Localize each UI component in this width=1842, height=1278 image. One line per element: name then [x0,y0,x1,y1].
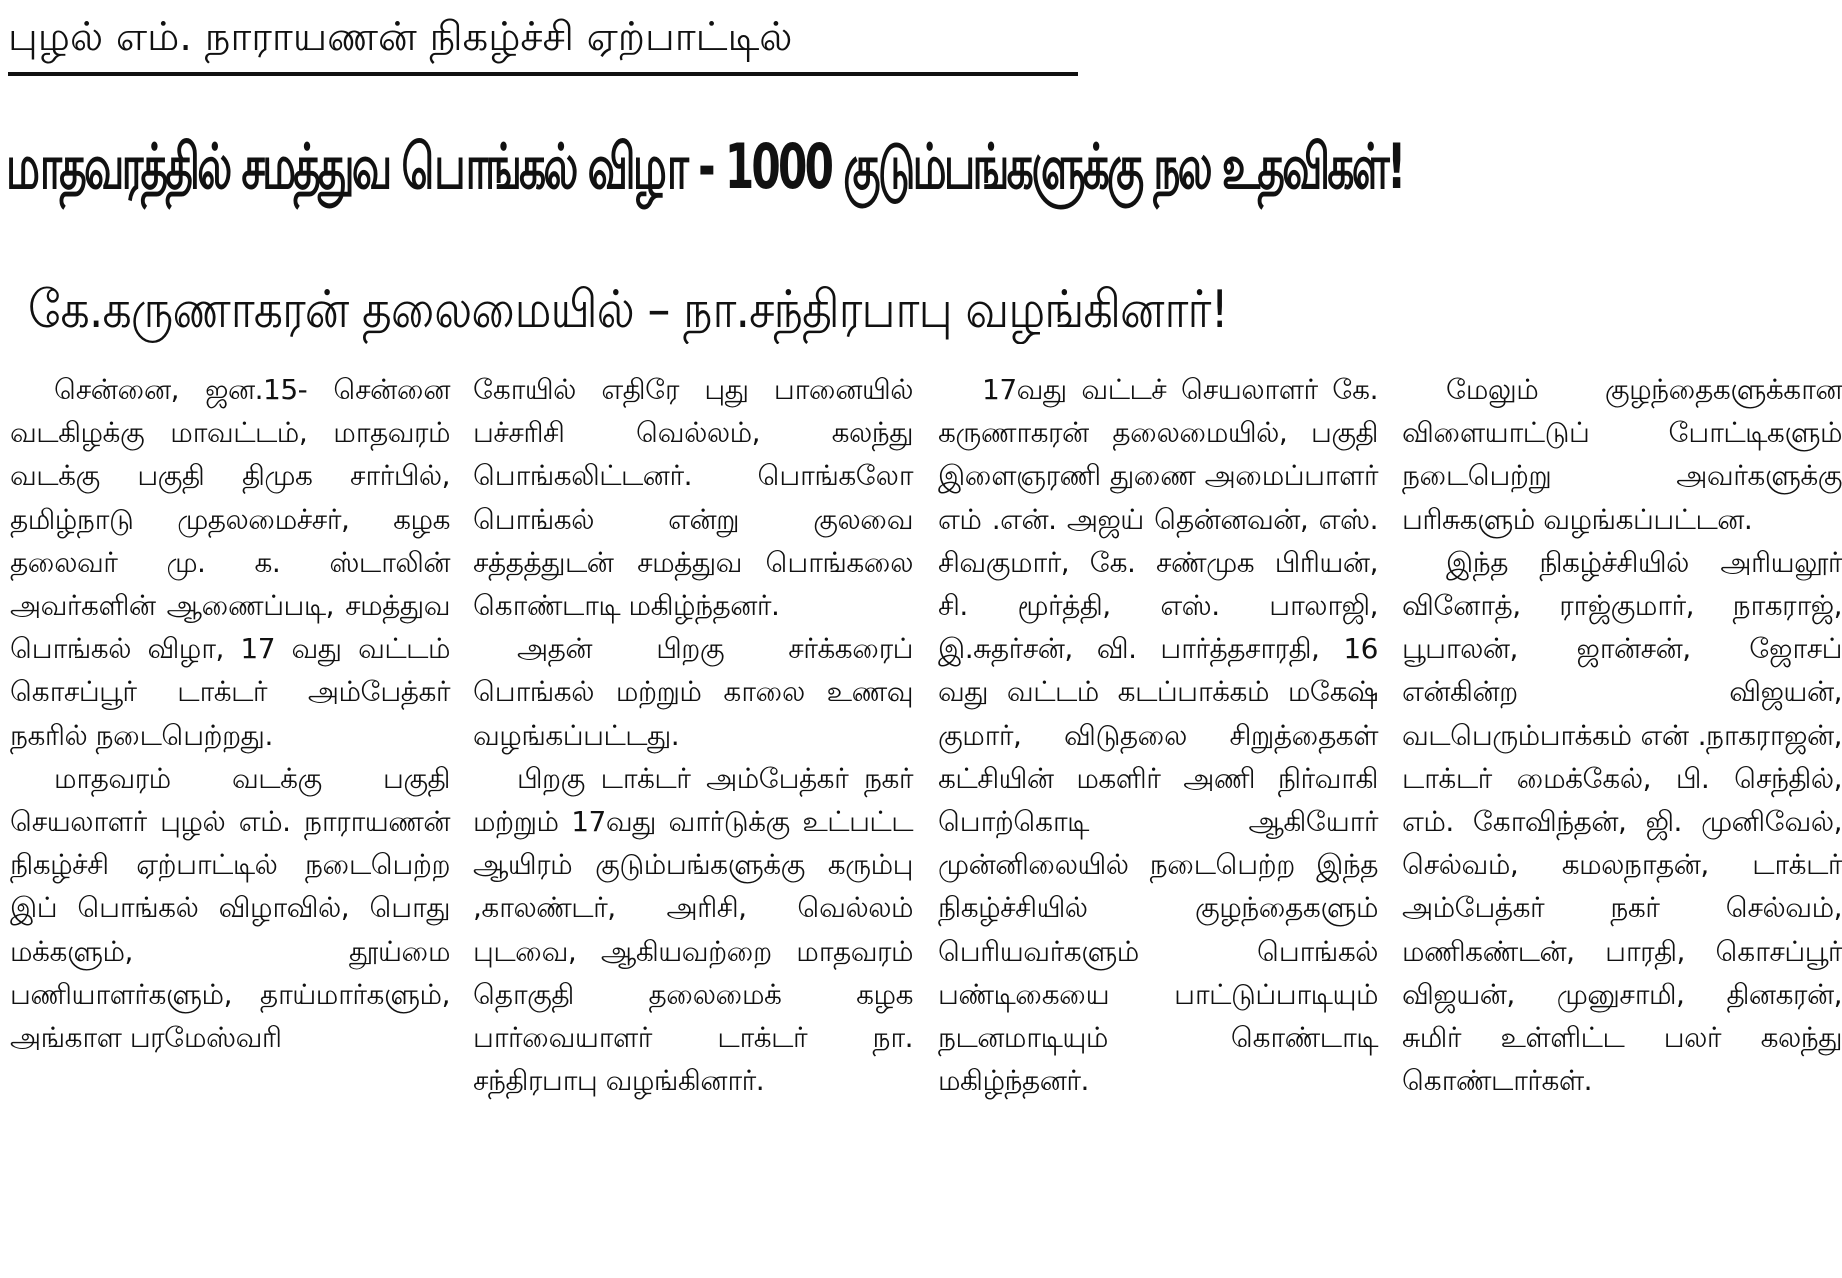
article-column-4 [1402,368,1842,1268]
paragraph: இந்த நிகழ்ச்சியில் அரியலூர் வினோத், ராஜ்குமார், நாகராஜ், பூபாலன், ஜான்சன், ஜோசப் என்கின்ற விஜயன், வடபெரும்பாக்கம் என் .நாகராஜன், டாக்டர் மைக்கேல், பி. செந்தில், எம். கோவிந்தன், ஜி. முனிவேல், செல்வம், கமலநாதன், டாக்டர் அம்பேத்கர் நகர் செல்வம், மணிகண்டன், பாரதி, கொசப்பூர் விஜயன், முனுசாமி, தினகரன், சுமிர் உள்ளிட்ட பலர் கலந்து கொண்டார்கள். [1402,545,1842,1098]
paragraph: மேலும் குழந்தைகளுக்கான விளையாட்டுப் போட்டிகளும் நடைபெற்று அவர்களுக்கு பரிசுகளும் வழங்கப்பட்டன. [1402,373,1842,536]
article-column-2 [473,368,913,1268]
subheadline: கே.கருணாகரன் தலைமையில் – நா.சந்திரபாபு வழங்கினார்! [28,280,1228,340]
paragraph: பிறகு டாக்டர் அம்பேத்கர் நகர் மற்றும் 17வது வார்டுக்கு உட்பட்ட ஆயிரம் குடும்பங்களுக்கு கரும்பு ,காலண்டர், அரிசி, வெல்லம் புடவை, ஆகியவற்றை மாதவரம் தொகுதி தலைமைக் கழக பார்வையாளர் டாக்டர் நா. சந்திரபாபு வழங்கினார். [473,761,913,1098]
paragraph: 17வது வட்டச் செயலாளர் கே. கருணாகரன் தலைமையில், பகுதி இளைஞரணி துணை அமைப்பாளர் எம் .என். அஜய் தென்னவன், எஸ். சிவகுமார், கே. சண்முக பிரியன், சி. மூர்த்தி, எஸ். பாலாஜி, இ.சுதர்சன், வி. பார்த்தசாரதி, 16 வது வட்டம் கடப்பாக்கம் மகேஷ் குமார், விடுதலை சிறுத்தைகள் கட்சியின் மகளிர் அணி நிர்வாகி பொற்கொடி ஆகியோர் முன்னிலையில் நடைபெற்ற இந்த நிகழ்ச்சியில் குழந்தைகளும் பெரியவர்களும் பொங்கல் பண்டிகையை பாட்டுப்பாடியும் நடனமாடியும் கொண்டாடி மகிழ்ந்தனர். [938,373,1378,1098]
paragraph: மாதவரம் வடக்கு பகுதி செயலாளர் புழல் எம். நாராயணன் நிகழ்ச்சி ஏற்பாட்டில் நடைபெற்ற இப் பொங்கல் விழாவில், பொது மக்களும், தூய்மை பணியாளர்களும், தாய்மார்களும், அங்காள பரமேஸ்வரி [10,761,450,1055]
headline: மாதவரத்தில் சமத்துவ பொங்கல் விழா - 1000 குடும்பங்களுக்கு நல உதவிகள்! [6,130,1404,203]
paragraph: அதன் பிறகு சர்க்கரைப் பொங்கல் மற்றும் காலை உணவு வழங்கப்பட்டது. [473,632,913,752]
kicker-line: புழல் எம். நாராயணன் நிகழ்ச்சி ஏற்பாட்டில் [8,6,1078,76]
article-column-1 [10,368,450,1268]
paragraph: கோயில் எதிரே புது பானையில் பச்சரிசி வெல்லம், கலந்து பொங்கலிட்டனர். பொங்கலோ பொங்கல் என்று குலவை சத்தத்துடன் சமத்துவ பொங்கலை கொண்டாடி மகிழ்ந்தனர். [473,373,913,623]
paragraph: சென்னை, ஜன.15- சென்னை வடகிழக்கு மாவட்டம், மாதவரம் வடக்கு பகுதி திமுக சார்பில், தமிழ்நாடு முதலமைச்சர், கழக தலைவர் மு. க. ஸ்டாலின் அவர்களின் ஆணைப்படி, சமத்துவ பொங்கல் விழா, 17 வது வட்டம் கொசப்பூர் டாக்டர் அம்பேத்கர் நகரில் நடைபெற்றது. [10,373,450,752]
article-column-3 [938,368,1378,1268]
